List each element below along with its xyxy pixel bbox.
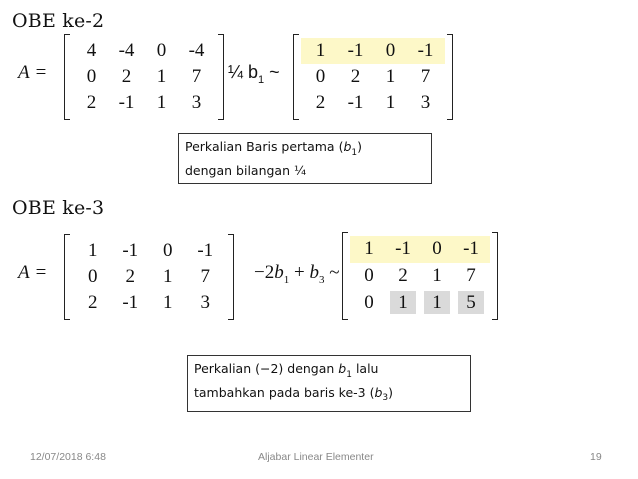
obe3-op-coef: −2 bbox=[254, 262, 275, 283]
obe3-note-text1: Perkalian (−2) dengan bbox=[194, 361, 339, 376]
matrix-cell: 0 bbox=[88, 266, 98, 287]
matrix-cell: 2 bbox=[88, 292, 98, 313]
matrix-cell: 4 bbox=[86, 40, 97, 61]
matrix-cell: 0 bbox=[364, 265, 374, 286]
matrix-cell: 2 bbox=[125, 266, 135, 287]
obe2-op-suffix: ~ bbox=[264, 62, 280, 82]
matrix-cell: 2 bbox=[315, 92, 326, 113]
obe2-lhs-label: A bbox=[18, 62, 30, 83]
obe2-note-var: b bbox=[343, 139, 352, 154]
matrix-cell: 3 bbox=[191, 92, 202, 113]
bracket-right bbox=[447, 34, 453, 120]
matrix-cell: -1 bbox=[122, 292, 139, 313]
obe2-matrix-result bbox=[293, 34, 453, 120]
matrix-cell: -1 bbox=[463, 238, 479, 260]
obe3-note-var1: b bbox=[338, 361, 347, 376]
obe3-op-var2: b bbox=[309, 262, 319, 283]
footer-datetime: 12/07/2018 6:48 bbox=[30, 451, 106, 463]
matrix-cell: 5 bbox=[466, 291, 476, 313]
matrix-cell: 1 bbox=[156, 92, 167, 113]
matrix-cell: 2 bbox=[86, 92, 97, 113]
obe3-note-sub2: 3 bbox=[382, 393, 389, 403]
matrix-cell: 1 bbox=[315, 40, 326, 61]
bracket-right bbox=[218, 34, 224, 120]
matrix-cell: -1 bbox=[417, 40, 434, 61]
obe2-note bbox=[178, 133, 432, 184]
obe2-note-line1 bbox=[185, 138, 425, 162]
obe3-matrix-result bbox=[342, 232, 498, 320]
matrix-cell: 0 bbox=[315, 66, 326, 87]
matrix-cell: 2 bbox=[350, 66, 361, 87]
bracket-right bbox=[492, 232, 498, 320]
obe2-note-sub: 1 bbox=[351, 147, 358, 158]
matrix-cell: 1 bbox=[163, 292, 173, 313]
footer-course: Aljabar Linear Elementer bbox=[258, 451, 374, 463]
matrix-cell: 7 bbox=[191, 66, 202, 87]
obe2-heading: OBE ke-2 bbox=[12, 10, 105, 32]
footer-page-number: 19 bbox=[590, 451, 602, 463]
obe3-note-line2 bbox=[194, 384, 464, 408]
obe2-lhs-eq: = bbox=[35, 62, 47, 83]
matrix-cell: 3 bbox=[200, 292, 210, 313]
matrix-cell: 1 bbox=[385, 92, 396, 113]
bracket-left bbox=[64, 34, 70, 120]
matrix-cell: -1 bbox=[347, 92, 364, 113]
obe3-op-var1: b bbox=[274, 262, 284, 283]
matrix-cell: 2 bbox=[121, 66, 132, 87]
matrix-cell: 7 bbox=[200, 266, 210, 287]
obe2-lhs bbox=[18, 62, 46, 84]
obe3-note bbox=[187, 355, 471, 412]
matrix-cell: 1 bbox=[432, 291, 442, 313]
obe3-lhs-eq: = bbox=[35, 262, 47, 283]
obe3-note-end2: ) bbox=[388, 384, 394, 400]
matrix-cell: 0 bbox=[385, 40, 396, 61]
obe3-op-plus: + bbox=[289, 262, 310, 283]
matrix-cell: -4 bbox=[118, 40, 135, 61]
obe3-op-sub2: 3 bbox=[318, 273, 325, 286]
obe3-operation bbox=[254, 262, 339, 286]
matrix-cell: 0 bbox=[86, 66, 97, 87]
obe3-note-sub1: 1 bbox=[346, 369, 352, 380]
bracket-left bbox=[293, 34, 299, 120]
matrix-cell: 1 bbox=[88, 240, 98, 261]
obe3-note-var2: b bbox=[374, 384, 383, 400]
bracket-right bbox=[228, 234, 234, 320]
obe2-op-prefix: ¼ b bbox=[228, 62, 259, 82]
matrix-cell: 1 bbox=[364, 238, 374, 260]
matrix-cell: -1 bbox=[118, 92, 135, 113]
matrix-cell: -1 bbox=[122, 240, 139, 261]
matrix-cell: 1 bbox=[432, 265, 442, 286]
obe3-lhs-label: A bbox=[18, 262, 30, 283]
matrix-cell: 7 bbox=[420, 66, 431, 87]
obe2-operation bbox=[228, 62, 280, 86]
matrix-cell: 1 bbox=[385, 66, 396, 87]
obe3-note-text2: tambahkan pada baris ke-3 ( bbox=[194, 384, 375, 400]
obe2-note-text: Perkalian Baris pertama ( bbox=[185, 139, 344, 154]
obe3-op-sub1: 1 bbox=[283, 273, 290, 286]
matrix-cell: 1 bbox=[156, 66, 167, 87]
matrix-cell: 7 bbox=[466, 265, 476, 286]
matrix-cell: 1 bbox=[163, 266, 173, 287]
matrix-cell: 0 bbox=[163, 240, 173, 261]
obe3-note-end1: lalu bbox=[351, 361, 379, 376]
obe3-lhs bbox=[18, 262, 46, 284]
obe3-note-line1 bbox=[194, 360, 464, 384]
bracket-left bbox=[342, 232, 348, 320]
obe3-heading: OBE ke-3 bbox=[12, 197, 105, 219]
obe3-matrix-a bbox=[64, 234, 234, 320]
matrix-cell: -4 bbox=[188, 40, 205, 61]
matrix-cell: -1 bbox=[395, 238, 411, 260]
matrix-cell: 0 bbox=[156, 40, 167, 61]
bracket-left bbox=[64, 234, 70, 320]
matrix-cell: 2 bbox=[398, 265, 408, 286]
matrix-cell: 0 bbox=[364, 291, 374, 313]
obe2-matrix-a bbox=[64, 34, 224, 120]
obe2-op-sub: 1 bbox=[258, 73, 265, 86]
obe2-note-line2: dengan bilangan ¼ bbox=[185, 162, 307, 178]
obe3-op-tilde: ~ bbox=[324, 262, 340, 283]
matrix-cell: -1 bbox=[197, 240, 214, 261]
matrix-cell: 1 bbox=[398, 291, 408, 313]
matrix-cell: 3 bbox=[420, 92, 431, 113]
obe2-note-end: ) bbox=[357, 139, 363, 154]
matrix-cell: 0 bbox=[432, 238, 442, 260]
matrix-cell: -1 bbox=[347, 40, 364, 61]
